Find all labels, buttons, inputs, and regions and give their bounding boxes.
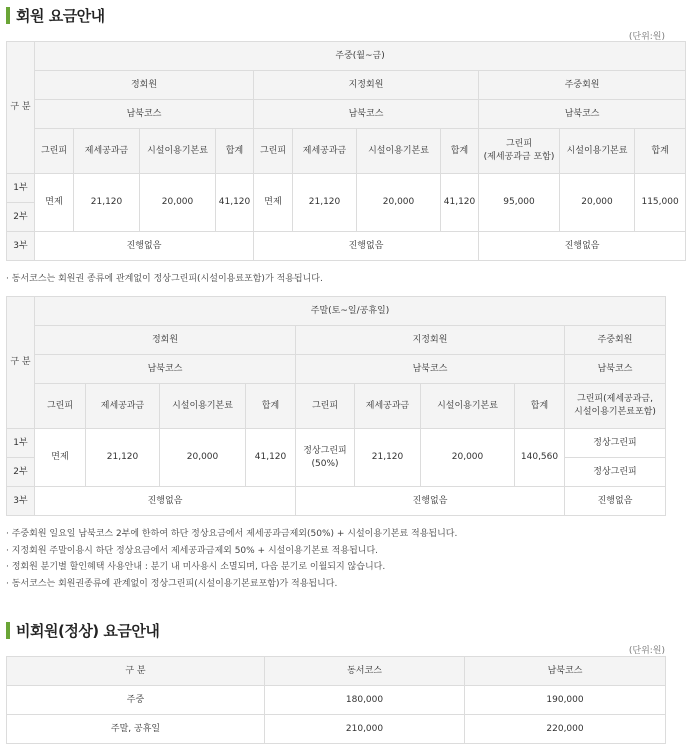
cell-weekday-total: 115,000 — [635, 174, 686, 232]
cell-no-session: 진행없음 — [35, 232, 254, 261]
weekday-header: 주중(월~금) — [35, 42, 686, 71]
nonmember-col-gubun: 구 분 — [7, 657, 265, 686]
title-accent-bar — [6, 7, 10, 24]
weekday-member-header: 주중회원 — [479, 71, 686, 100]
cell-designated-tax: 21,120 — [355, 429, 421, 487]
designated-member-header: 지정회원 — [254, 71, 479, 100]
cell-regular-total: 41,120 — [246, 429, 296, 487]
course-header: 남북코스 — [35, 100, 254, 129]
weekday-notes — [6, 271, 323, 288]
cell-regular-total: 41,120 — [216, 174, 254, 232]
weekend-notes — [6, 526, 457, 592]
course-header: 남북코스 — [35, 355, 296, 384]
regular-member-header: 정회원 — [35, 326, 296, 355]
row-label-2bu: 2부 — [7, 458, 35, 487]
nonmember-cell: 220,000 — [465, 715, 666, 744]
weekday-member-header: 주중회원 — [565, 326, 666, 355]
col-greenfee-incl-all: 그린피(제세공과금, 시설이용기본료포함) — [565, 384, 666, 429]
nonmember-col-nambuk: 남북코스 — [465, 657, 666, 686]
cell-regular-fee: 면제 — [35, 429, 86, 487]
cell-no-session: 진행없음 — [254, 232, 479, 261]
col-total: 합계 — [635, 129, 686, 174]
col-tax: 제세공과금 — [86, 384, 160, 429]
cell-designated-tax: 21,120 — [293, 174, 357, 232]
note-item: · 지정회원 주말이용시 하단 정상요금에서 제세공과금제외 50% + 시설이용기본료 적용됩니다. — [6, 543, 457, 560]
note-item: · 정회원 분기별 할인혜택 사용안내 : 분기 내 미사용시 소멸되며, 다음 분기로 이월되지 않습니다. — [6, 559, 457, 576]
note-item: · 동서코스는 회원권 종류에 관계없이 정상그린피(시설이용료포함)가 적용됩니다. — [6, 271, 323, 288]
cell-no-session: 진행없음 — [296, 487, 565, 516]
cell-designated-total: 41,120 — [441, 174, 479, 232]
gubun-header: 구 분 — [7, 297, 35, 429]
nonmember-cell: 180,000 — [265, 686, 465, 715]
cell-regular-facility: 20,000 — [140, 174, 216, 232]
course-header: 남북코스 — [296, 355, 565, 384]
weekend-header: 주말(토~일/공휴일) — [35, 297, 666, 326]
nonmember-fee-title-text: 비회원(정상) 요금안내 — [16, 621, 160, 640]
cell-weekday-fee: 95,000 — [479, 174, 560, 232]
member-fee-title-text: 회원 요금안내 — [16, 6, 105, 25]
nonmember-fee-title — [6, 620, 159, 640]
col-facility: 시설이용기본료 — [140, 129, 216, 174]
col-greenfee: 그린피 — [35, 384, 86, 429]
col-total: 합계 — [441, 129, 479, 174]
gubun-header: 구 분 — [7, 42, 35, 174]
col-facility: 시설이용기본료 — [560, 129, 635, 174]
cell-designated-total: 140,560 — [515, 429, 565, 487]
cell-no-session: 진행없음 — [479, 232, 686, 261]
cell-weekday-member-1bu: 정상그린피 — [565, 429, 666, 458]
note-item: · 주중회원 일요일 남북코스 2부에 한하여 하단 정상요금에서 제세공과금제외(50%) + 시설이용기본료 적용됩니다. — [6, 526, 457, 543]
col-greenfee-incl-tax: 그린피 (제세공과금 포함) — [479, 129, 560, 174]
cell-regular-tax: 21,120 — [86, 429, 160, 487]
regular-member-header: 정회원 — [35, 71, 254, 100]
weekend-fee-table — [6, 296, 666, 516]
cell-weekday-member-2bu: 정상그린피 — [565, 458, 666, 487]
cell-no-session: 진행없음 — [565, 487, 666, 516]
course-header: 남북코스 — [565, 355, 666, 384]
cell-regular-facility: 20,000 — [160, 429, 246, 487]
col-tax: 제세공과금 — [355, 384, 421, 429]
member-fee-title — [6, 5, 105, 25]
nonmember-row-label: 주중 — [7, 686, 265, 715]
cell-regular-fee: 면제 — [35, 174, 74, 232]
row-label-3bu: 3부 — [7, 487, 35, 516]
note-item: · 동서코스는 회원권종류에 관계없이 정상그린피(시설이용기본료포함)가 적용됩니다. — [6, 576, 457, 593]
cell-weekday-facility: 20,000 — [560, 174, 635, 232]
course-header: 남북코스 — [254, 100, 479, 129]
col-total: 합계 — [216, 129, 254, 174]
col-greenfee: 그린피 — [296, 384, 355, 429]
col-total: 합계 — [515, 384, 565, 429]
designated-member-header: 지정회원 — [296, 326, 565, 355]
row-label-3bu: 3부 — [7, 232, 35, 261]
nonmember-cell: 190,000 — [465, 686, 666, 715]
col-tax: 제세공과금 — [74, 129, 140, 174]
nonmember-fee-table — [6, 656, 666, 744]
col-greenfee: 그린피 — [254, 129, 293, 174]
col-greenfee: 그린피 — [35, 129, 74, 174]
nonmember-cell: 210,000 — [265, 715, 465, 744]
title-accent-bar — [6, 622, 10, 639]
cell-regular-tax: 21,120 — [74, 174, 140, 232]
nonmember-col-dongseo: 동서코스 — [265, 657, 465, 686]
cell-no-session: 진행없음 — [35, 487, 296, 516]
col-facility: 시설이용기본료 — [357, 129, 441, 174]
col-total: 합계 — [246, 384, 296, 429]
cell-designated-fee: 정상그린피 (50%) — [296, 429, 355, 487]
weekday-fee-table — [6, 41, 686, 261]
row-label-1bu: 1부 — [7, 174, 35, 203]
nonmember-row-label: 주말, 공휴일 — [7, 715, 265, 744]
cell-designated-fee: 면제 — [254, 174, 293, 232]
unit-label: (단위:원) — [628, 32, 665, 42]
row-label-1bu: 1부 — [7, 429, 35, 458]
course-header: 남북코스 — [479, 100, 686, 129]
col-facility: 시설이용기본료 — [160, 384, 246, 429]
cell-designated-facility: 20,000 — [421, 429, 515, 487]
col-tax: 제세공과금 — [293, 129, 357, 174]
cell-designated-facility: 20,000 — [357, 174, 441, 232]
col-facility: 시설이용기본료 — [421, 384, 515, 429]
row-label-2bu: 2부 — [7, 203, 35, 232]
unit-label: (단위:원) — [628, 646, 665, 656]
